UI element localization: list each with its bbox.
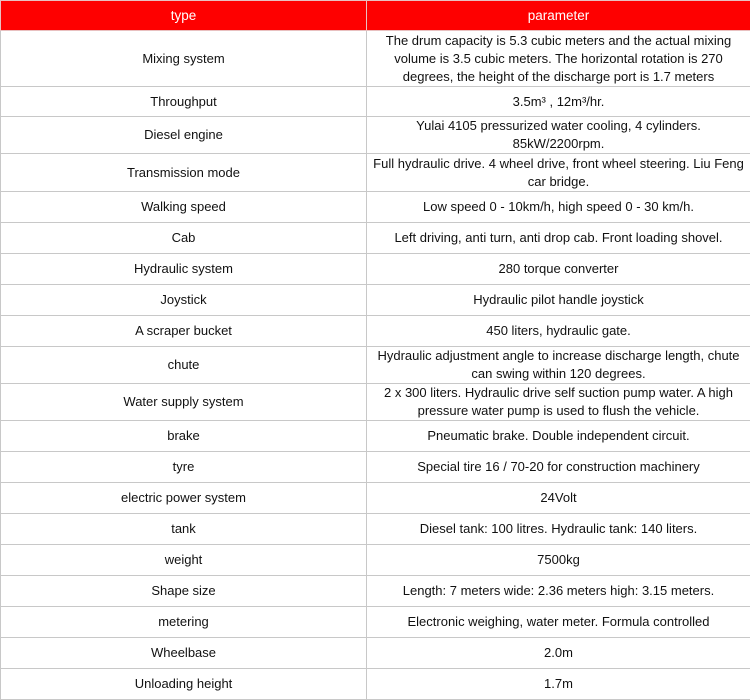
table-row bbox=[1, 223, 750, 254]
table-row bbox=[1, 514, 750, 545]
parameter-cell: Special tire 16 / 70-20 for construction machinery bbox=[367, 452, 750, 483]
type-cell: tank bbox=[1, 514, 367, 545]
parameter-cell: 2.0m bbox=[367, 638, 750, 669]
type-cell: Transmission mode bbox=[1, 154, 367, 192]
table-row bbox=[1, 384, 750, 421]
parameter-cell: 280 torque converter bbox=[367, 254, 750, 285]
type-cell: Diesel engine bbox=[1, 117, 367, 154]
header-type: type bbox=[1, 1, 367, 31]
parameter-cell: Left driving, anti turn, anti drop cab. Front loading shovel. bbox=[367, 223, 750, 254]
parameter-cell: Hydraulic adjustment angle to increase discharge length, chute can swing within 120 degrees. bbox=[367, 347, 750, 384]
parameter-cell: 450 liters, hydraulic gate. bbox=[367, 316, 750, 347]
header-row bbox=[1, 1, 750, 31]
type-cell: Unloading height bbox=[1, 669, 367, 700]
table-row bbox=[1, 576, 750, 607]
table-row bbox=[1, 607, 750, 638]
type-cell: Walking speed bbox=[1, 192, 367, 223]
parameter-cell: 3.5m³ , 12m³/hr. bbox=[367, 87, 750, 117]
parameter-cell: Full hydraulic drive. 4 wheel drive, front wheel steering. Liu Feng car bridge. bbox=[367, 154, 750, 192]
type-cell: Cab bbox=[1, 223, 367, 254]
type-cell: Wheelbase bbox=[1, 638, 367, 669]
table-row bbox=[1, 347, 750, 384]
type-cell: Shape size bbox=[1, 576, 367, 607]
table-row bbox=[1, 254, 750, 285]
type-cell: metering bbox=[1, 607, 367, 638]
type-cell: Water supply system bbox=[1, 384, 367, 421]
parameter-cell: The drum capacity is 5.3 cubic meters and the actual mixing volume is 3.5 cubic meters. The horizontal rotation is 270 degrees, the height of the discharge port is 1.7 meters bbox=[367, 31, 750, 87]
table-row bbox=[1, 154, 750, 192]
table-row bbox=[1, 545, 750, 576]
type-cell: chute bbox=[1, 347, 367, 384]
parameter-cell: Low speed 0 - 10km/h, high speed 0 - 30 km/h. bbox=[367, 192, 750, 223]
type-cell: tyre bbox=[1, 452, 367, 483]
header-parameter: parameter bbox=[367, 1, 750, 31]
table-row bbox=[1, 31, 750, 87]
parameter-cell: Hydraulic pilot handle joystick bbox=[367, 285, 750, 316]
parameter-cell: Yulai 4105 pressurized water cooling, 4 cylinders. 85kW/2200rpm. bbox=[367, 117, 750, 154]
parameter-cell: 7500kg bbox=[367, 545, 750, 576]
type-cell: Joystick bbox=[1, 285, 367, 316]
table-row bbox=[1, 421, 750, 452]
table-row bbox=[1, 285, 750, 316]
parameter-cell: Diesel tank: 100 litres. Hydraulic tank: 140 liters. bbox=[367, 514, 750, 545]
parameter-cell: Length: 7 meters wide: 2.36 meters high: 3.15 meters. bbox=[367, 576, 750, 607]
type-cell: weight bbox=[1, 545, 367, 576]
table-row bbox=[1, 483, 750, 514]
parameter-cell: 24Volt bbox=[367, 483, 750, 514]
type-cell: electric power system bbox=[1, 483, 367, 514]
type-cell: brake bbox=[1, 421, 367, 452]
table-row bbox=[1, 316, 750, 347]
table-row bbox=[1, 87, 750, 117]
parameter-cell: Pneumatic brake. Double independent circuit. bbox=[367, 421, 750, 452]
table-row bbox=[1, 452, 750, 483]
table-row bbox=[1, 117, 750, 154]
table-row bbox=[1, 669, 750, 700]
table-row bbox=[1, 638, 750, 669]
type-cell: Hydraulic system bbox=[1, 254, 367, 285]
parameter-cell: 2 x 300 liters. Hydraulic drive self suction pump water. A high pressure water pump is used to flush the vehicle. bbox=[367, 384, 750, 421]
parameter-cell: Electronic weighing, water meter. Formula controlled bbox=[367, 607, 750, 638]
type-cell: A scraper bucket bbox=[1, 316, 367, 347]
type-cell: Throughput bbox=[1, 87, 367, 117]
parameter-cell: 1.7m bbox=[367, 669, 750, 700]
type-cell: Mixing system bbox=[1, 31, 367, 87]
table-row bbox=[1, 192, 750, 223]
